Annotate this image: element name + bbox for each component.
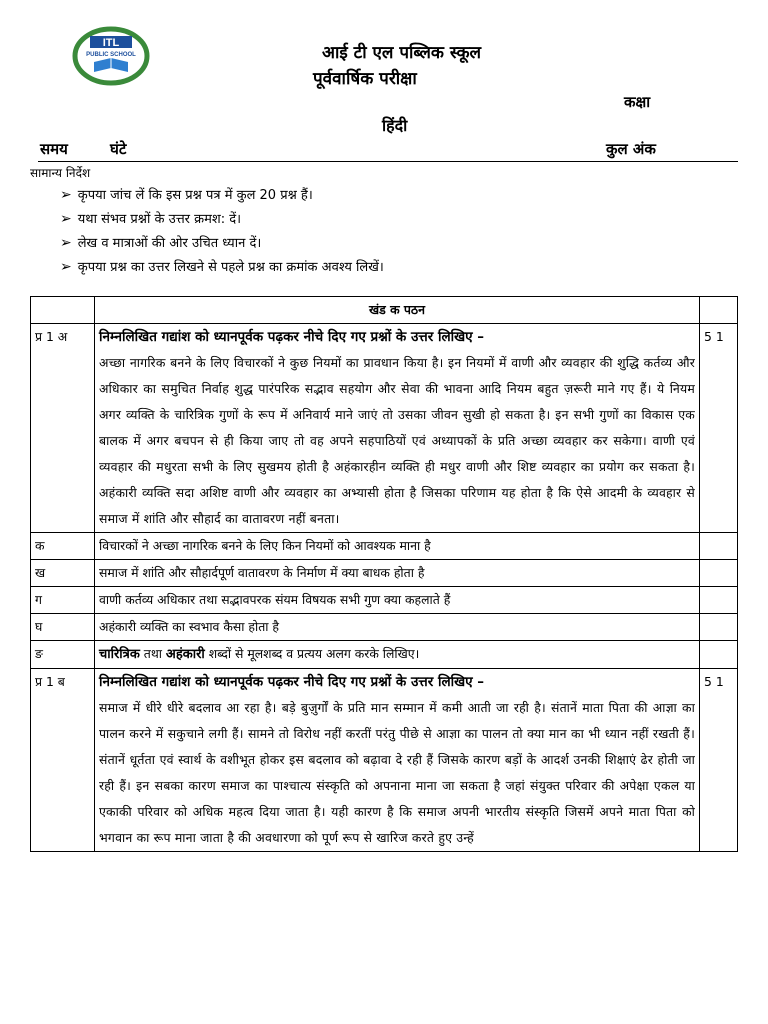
arrow-icon: ➢ (60, 211, 72, 227)
section-header-row (31, 297, 738, 324)
question-row (31, 669, 738, 852)
arrow-icon: ➢ (60, 235, 72, 251)
passage-text: समाज में धीरे धीरे बदलाव आ रहा है। बड़े बुज़ुर्गों के प्रति मान सम्मान में कमी आती जा रही है। संतानें माता पिता की आज्ञा का पालन करने में सकुचाने लगी हैं। सामने तो विरोध नहीं करतीं परंतु पीछे से आज्ञा का पालन तो क्या मान का भी ध्यान नहीं रखती हैं। संतानें धूर्तता एवं स्वार्थ के वशीभूत होकर इस बदलाव को बढ़ावा दे रही हैं जिसके कारण बड़ों के आदर्श उनकी शिक्षाएं ढेर होती जा रही हैं। इन सबका कारण समाज का पाश्चात्य संस्कृति को अपनाना माना जा सकता है जहां संयुक्त परिवार की अपेक्षा एकल या एकाकी परिवार को अधिक महत्व दिया जाता है। यही कारण है कि समाज अपनी भारतीय संस्कृति जिसमें अपने माता पिता को भगवान का रूप माना जाता है की अवधारणा को पूर्ण रूप से खारिज करते हुए उन्हें (99, 700, 695, 845)
sub-question-row (31, 614, 738, 641)
arrow-icon: ➢ (60, 187, 72, 203)
school-logo (70, 22, 152, 86)
logo-sub-text: PUBLIC SCHOOL (86, 52, 136, 58)
sub-question-row (31, 533, 738, 560)
time-marks-row (38, 139, 738, 162)
class-label: कक्षा (624, 93, 651, 111)
sub-question-text: वाणी कर्तव्य अधिकार तथा सद्भावपरक संयम विषयक सभी गुण क्या कहलाते हैं (95, 587, 700, 614)
sub-question-label: क (31, 533, 95, 560)
sub-question-row (31, 560, 738, 587)
sub-question-label: ङ (31, 641, 95, 669)
instruction-item: ➢ कृपया प्रश्न का उत्तर लिखने से पहले प्रश्न का क्रमांक अवश्य लिखें। (60, 259, 384, 275)
section-title: खंड क पठन (95, 297, 700, 324)
instruction-item: ➢ लेख व मात्राओं की ओर उचित ध्यान दें। (60, 235, 262, 251)
sub-question-row (31, 641, 738, 669)
school-name: आई टी एल पब्लिक स्कूल (322, 43, 482, 63)
sub-question-label: ख (31, 560, 95, 587)
instruction-item: ➢ यथा संभव प्रश्नों के उत्तर क्रमश: दें। (60, 211, 242, 227)
passage-text: अच्छा नागरिक बनने के लिए विचारकों ने कुछ नियमों का प्रावधान किया है। इन नियमों में वाणी और व्यवहार की शुद्धि कर्तव्य और अधिकार का समुचित निर्वाह शुद्ध पारंपरिक सद्भाव सहयोग और सेवा की भावना आदि नियम बहुत ज़रूरी माने गए हैं। ये नियम अगर व्यक्ति के चारित्रिक गुणों के रूप में अनिवार्य माने जाएं तो उसका जीवन सुखी हो सकता है। इन सभी गुणों का विकास एक बालक में अगर बचपन से ही किया जाए तो वह अपने सहपाठियों एवं अध्यापकों के प्रति अच्छा व्यवहार कर सकेगा। वाणी एवं व्यवहार की मधुरता सभी के लिए सुखमय होती है अहंकारहीन व्यक्ति ही मधुर वाणी और शिष्ट व्यवहार का प्रयोग कर सकता है। अहंकारी व्यक्ति सदा अशिष्ट वाणी और व्यवहार का अभ्यासी होता है जिसका परिणाम यह होता है कि ऐसे आदमी के व्यवहार से समाज में शांति और सौहार्द का वातावरण नहीं बनता। (99, 355, 695, 526)
hours-label: घंटे (110, 140, 127, 158)
subject-title: हिंदी (382, 116, 408, 135)
question-table (30, 296, 738, 852)
question-number: प्र 1 ब (31, 669, 95, 852)
question-heading: निम्नलिखित गद्यांश को ध्यानपूर्वक पढ़कर नीचे दिए गए प्रश्नों के उत्तर लिखिए – (99, 674, 485, 690)
sub-question-label: ग (31, 587, 95, 614)
instruction-item: ➢ कृपया जांच लें कि इस प्रश्न पत्र में कुल 20 प्रश्न हैं। (60, 187, 313, 203)
question-row (31, 324, 738, 533)
sub-question-text: समाज में शांति और सौहार्दपूर्ण वातावरण के निर्माण में क्या बाधक होता है (95, 560, 700, 587)
time-label: समय (40, 140, 68, 158)
question-marks: 5 1 (700, 324, 738, 533)
sub-question-row (31, 587, 738, 614)
sub-question-label: घ (31, 614, 95, 641)
question-number: प्र 1 अ (31, 324, 95, 533)
total-marks-label: कुल अंक (606, 140, 656, 158)
question-heading: निम्नलिखित गद्यांश को ध्यानपूर्वक पढ़कर नीचे दिए गए प्रश्नों के उत्तर लिखिए – (99, 329, 485, 345)
arrow-icon: ➢ (60, 259, 72, 275)
instructions-title: सामान्य निर्देश (30, 166, 91, 180)
exam-name: पूर्ववार्षिक परीक्षा (313, 69, 417, 89)
sub-question-text: अहंकारी व्यक्ति का स्वभाव कैसा होता है (95, 614, 700, 641)
sub-question-text: चारित्रिक तथा अहंकारी शब्दों से मूलशब्द व प्रत्यय अलग करके लिखिए। (95, 641, 700, 669)
logo-text: ITL (102, 37, 120, 49)
sub-question-text: विचारकों ने अच्छा नागरिक बनने के लिए किन नियमों को आवश्यक माना है (95, 533, 700, 560)
question-marks: 5 1 (700, 669, 738, 852)
